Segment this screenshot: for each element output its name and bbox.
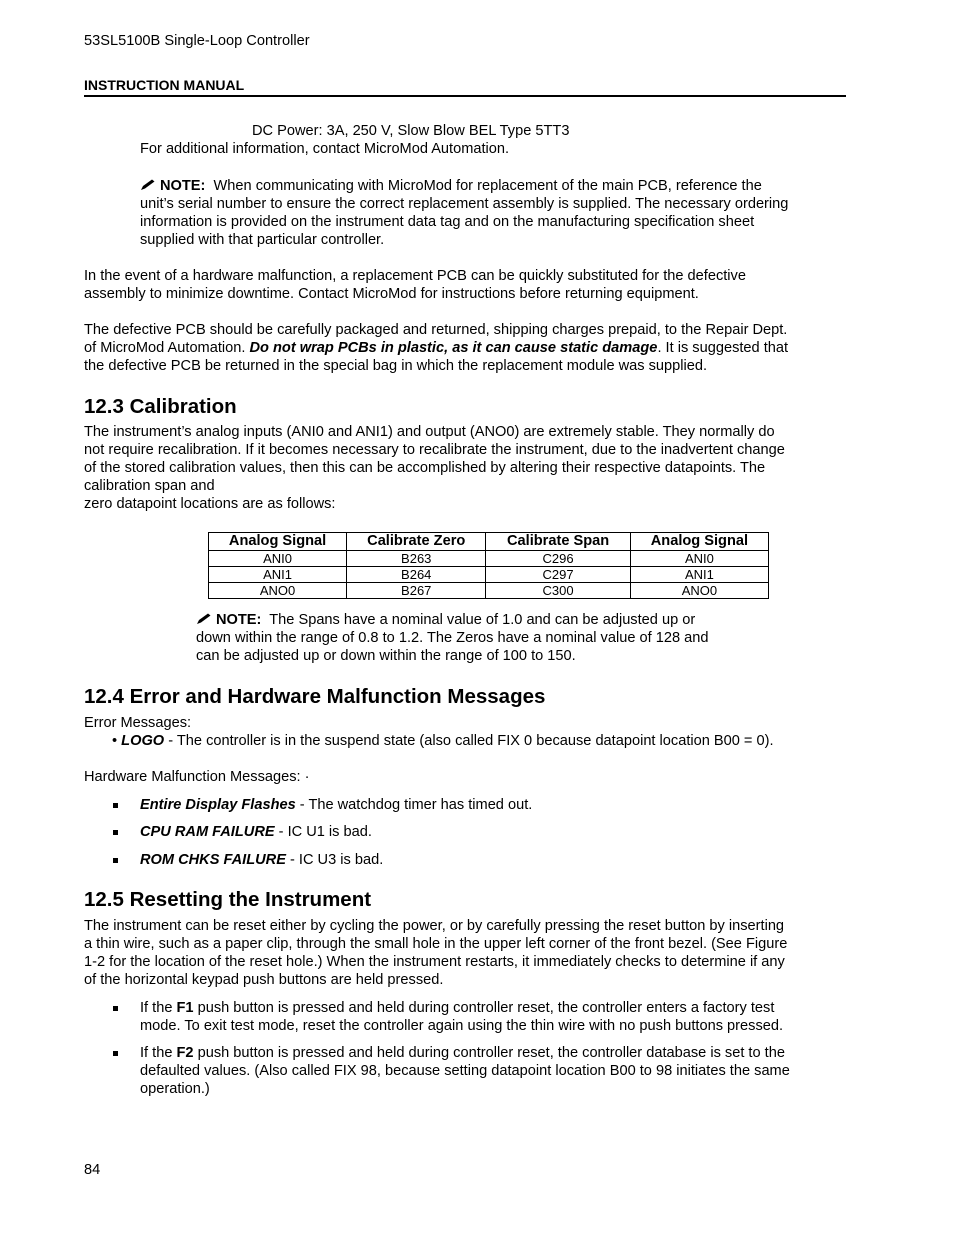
- note-text-line: The Spans have a nominal value of 1.0 and can be adjusted up or: [269, 612, 696, 628]
- text-span: push button is pressed and held during controller reset, the controller database is set to the: [193, 1045, 785, 1061]
- paragraph-line: zero datapoint locations are as follows:: [84, 496, 336, 512]
- hw-term: Entire Display Flashes: [140, 797, 296, 813]
- column-header: Calibrate Zero: [347, 533, 486, 551]
- error-item-logo: [112, 732, 774, 750]
- square-bullet: [113, 1051, 118, 1056]
- list-item-f2: [140, 1044, 785, 1062]
- note-text-line: unit’s serial number to ensure the correct replacement assembly is supplied. The necessary ordering: [140, 196, 789, 212]
- table-cell: B267: [347, 583, 486, 599]
- note-text-line: can be adjusted up or down within the range of 100 to 150.: [196, 648, 576, 664]
- section-heading-errors: 12.4 Error and Hardware Malfunction Messages: [84, 685, 546, 708]
- note-spans: [196, 611, 695, 629]
- table-cell: ANI0: [209, 551, 347, 567]
- hw-term: CPU RAM FAILURE: [140, 824, 275, 840]
- list-item: [140, 851, 383, 869]
- table-cell: C300: [486, 583, 630, 599]
- table-cell: ANO0: [209, 583, 347, 599]
- paragraph-line: a thin wire, such as a paper clip, through the small hole in the upper left corner of the front bezel. (See Figure: [84, 936, 788, 952]
- paragraph-line: of the horizontal keypad push buttons are held pressed.: [84, 972, 444, 988]
- paragraph-line: calibration span and: [84, 478, 215, 494]
- square-bullet: [113, 803, 118, 808]
- table-row: [209, 551, 769, 567]
- list-item: [140, 796, 532, 814]
- note-text-line: When communicating with MicroMod for replacement of the main PCB, reference the: [213, 178, 762, 194]
- page-number: 84: [84, 1162, 101, 1178]
- square-bullet: [113, 1006, 118, 1011]
- column-header: Calibrate Span: [486, 533, 630, 551]
- table-cell: ANI0: [630, 551, 768, 567]
- list-item-f1: [140, 999, 774, 1017]
- list-item-line: defaulted values. (Also called FIX 98, because setting datapoint location B00 to 98 initiates the same: [140, 1063, 790, 1079]
- paragraph-line: [84, 339, 788, 357]
- note-label: NOTE:: [216, 612, 262, 628]
- text-span: push button is pressed and held during controller reset, the controller enters a factory test: [193, 1000, 775, 1016]
- calibration-table: [208, 532, 769, 599]
- hw-desc: - IC U1 is bad.: [274, 824, 372, 840]
- key-label: F2: [176, 1045, 194, 1061]
- paragraph-line: The instrument’s analog inputs (ANI0 and ANI1) and output (ANO0) are extremely stable. They normally do: [84, 424, 775, 440]
- table-cell: ANI1: [630, 567, 768, 583]
- note-text-line: information is provided on the instrument data tag and on the manufacturing specification sheet: [140, 214, 755, 230]
- pencil-icon: [140, 179, 156, 191]
- note-text-line: down within the range of 0.8 to 1.2. The Zeros have a nominal value of 128 and: [196, 630, 709, 646]
- table-cell: C296: [486, 551, 630, 567]
- table-cell: B264: [347, 567, 486, 583]
- paragraph-line: assembly to minimize downtime. Contact MicroMod for instructions before returning equipment.: [84, 286, 699, 302]
- note-pcb: [140, 177, 762, 195]
- table-cell: B263: [347, 551, 486, 567]
- hw-desc: - The watchdog timer has timed out.: [295, 797, 533, 813]
- list-item-line: mode. To exit test mode, reset the controller again using the thin wire with no push buttons pressed.: [140, 1018, 784, 1034]
- error-term: LOGO: [121, 733, 165, 749]
- hardware-messages-label: Hardware Malfunction Messages: ·: [84, 769, 310, 785]
- section-heading-calibration: 12.3 Calibration: [84, 395, 237, 418]
- column-header: Analog Signal: [630, 533, 768, 551]
- note-label: NOTE:: [160, 178, 206, 194]
- paragraph-line: of the stored calibration values, then this can be accomplished by altering their respective datapoints. The: [84, 460, 766, 476]
- note-text-line: supplied with that particular controller.: [140, 232, 385, 248]
- text-span: If the: [140, 1045, 177, 1061]
- section-heading-reset: 12.5 Resetting the Instrument: [84, 888, 372, 911]
- hw-term: ROM CHKS FAILURE: [140, 852, 286, 868]
- text-span: If the: [140, 1000, 177, 1016]
- error-messages-label: Error Messages:: [84, 715, 192, 731]
- dc-power-line: DC Power: 3A, 250 V, Slow Blow BEL Type 5TT3: [252, 123, 570, 139]
- manual-label: INSTRUCTION MANUAL: [84, 77, 245, 93]
- column-header: Analog Signal: [209, 533, 347, 551]
- paragraph-line: not require recalibration. If it becomes necessary to recalibrate the instrument, due to the inadvertent change: [84, 442, 785, 458]
- bullet: •: [112, 733, 118, 749]
- hw-desc: - IC U3 is bad.: [285, 852, 384, 868]
- document-title: 53SL5100B Single-Loop Controller: [84, 33, 310, 49]
- paragraph-line: The instrument can be reset either by cycling the power, or by carefully pressing the reset button by inserting: [84, 918, 785, 934]
- table-cell: C297: [486, 567, 630, 583]
- text-span: . It is suggested that: [657, 340, 789, 356]
- table-row: [209, 567, 769, 583]
- error-desc: - The controller is in the suspend state (also called FIX 0 because datapoint location B00 = 0).: [164, 733, 774, 749]
- paragraph-line: 1-2 for the location of the reset hole.) When the instrument restarts, it immediately checks to determine if any: [84, 954, 785, 970]
- table-cell: ANO0: [630, 583, 768, 599]
- header-rule: [84, 95, 846, 97]
- static-warning: Do not wrap PCBs in plastic, as it can cause static damage: [249, 340, 658, 356]
- paragraph-line: In the event of a hardware malfunction, a replacement PCB can be quickly substituted for the defective: [84, 268, 746, 284]
- paragraph-line: the defective PCB be returned in the special bag in which the replacement module was supplied.: [84, 358, 708, 374]
- list-item: [140, 823, 372, 841]
- pencil-icon: [196, 613, 212, 625]
- key-label: F1: [176, 1000, 194, 1016]
- table-header-row: [209, 533, 769, 551]
- table-row: [209, 583, 769, 599]
- square-bullet: [113, 858, 118, 863]
- table-cell: ANI1: [209, 567, 347, 583]
- square-bullet: [113, 830, 118, 835]
- contact-line: For additional information, contact MicroMod Automation.: [140, 141, 510, 157]
- list-item-line: operation.): [140, 1081, 210, 1097]
- text-span: of MicroMod Automation.: [84, 340, 250, 356]
- paragraph-line: The defective PCB should be carefully packaged and returned, shipping charges prepaid, to the Repair Dept.: [84, 322, 788, 338]
